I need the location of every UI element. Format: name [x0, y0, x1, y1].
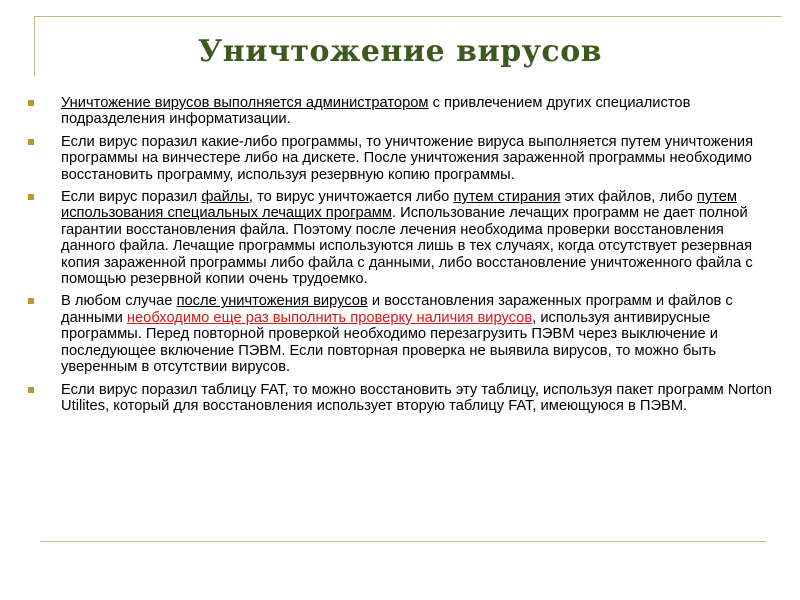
- underlined-text: файлы: [201, 189, 249, 206]
- item-text: В любом случае: [61, 293, 177, 310]
- item-text: и восстановления зараженных программ и файлов с данными: [61, 293, 733, 326]
- bullet-item-2: [24, 134, 776, 183]
- frame-bottom-line: [40, 541, 766, 542]
- bullet-item-1: [24, 95, 776, 128]
- bullet-item-3: [24, 189, 776, 287]
- bullet-square-icon: [28, 298, 34, 304]
- item-text: Если вирус поразил таблицу FAT, то можно восстановить эту таблицу, используя пакет программ Norton Utilites, который для восстановления использует вторую таблицу FAT, имеющуюся в ПЭВМ.: [61, 381, 772, 414]
- item-text: этих файлов, либо: [560, 189, 697, 206]
- underlined-text: после уничтожения вирусов: [176, 293, 368, 310]
- item-text: Если вирус поразил: [61, 189, 202, 206]
- item-text: Если вирус поразил какие-либо программы, то уничтожение вируса выполняется путем уничтожения программы на винчестере либо на дискете. После уничтожения зараженной программы необходимо восстановить программу, используя резервную копию программы.: [61, 133, 754, 183]
- slide-title: Уничтожение вирусов: [197, 34, 603, 69]
- item-text: с привлечением других специалистов подразделения информатизации.: [61, 95, 691, 128]
- underlined-text: Уничтожение вирусов выполняется администратором: [61, 95, 429, 111]
- underlined-text: путем стирания: [453, 189, 561, 206]
- bullet-square-icon: [28, 387, 34, 393]
- underlined-text: путем использования специальных лечащих программ: [61, 189, 738, 222]
- highlighted-red-text: необходимо еще раз выполнить проверку наличия вирусов: [126, 309, 533, 326]
- bullet-square-icon: [28, 100, 34, 106]
- bullet-item-4: [24, 293, 776, 375]
- bullet-square-icon: [28, 194, 34, 200]
- bullet-square-icon: [28, 139, 34, 145]
- bullet-item-5: [24, 382, 776, 415]
- item-text: . Использование лечащих программ не дает полной гарантии восстановления файла. Поэтому после лечения необходима проверки восстановления данного файла. Лечащие программы используются лишь в тех случаях, когда отсутствует резервная копия зараженной программы либо файла с данными, либо восстановление уничтоженного файла с помощью резервной копии очень трудоемко.: [61, 205, 753, 288]
- item-text: , то вирус уничтожается либо: [248, 189, 454, 206]
- bullet-list: [24, 95, 776, 420]
- item-text: , используя антивирусные программы. Перед повторной проверкой необходимо перезагрузить ПЭВМ через выключение и последующее включение ПЭВМ. Если повторная проверка не выявила вирусов, то можно быть уверенным в отсутствии вирусов.: [61, 309, 718, 376]
- frame-top-line: [34, 16, 782, 17]
